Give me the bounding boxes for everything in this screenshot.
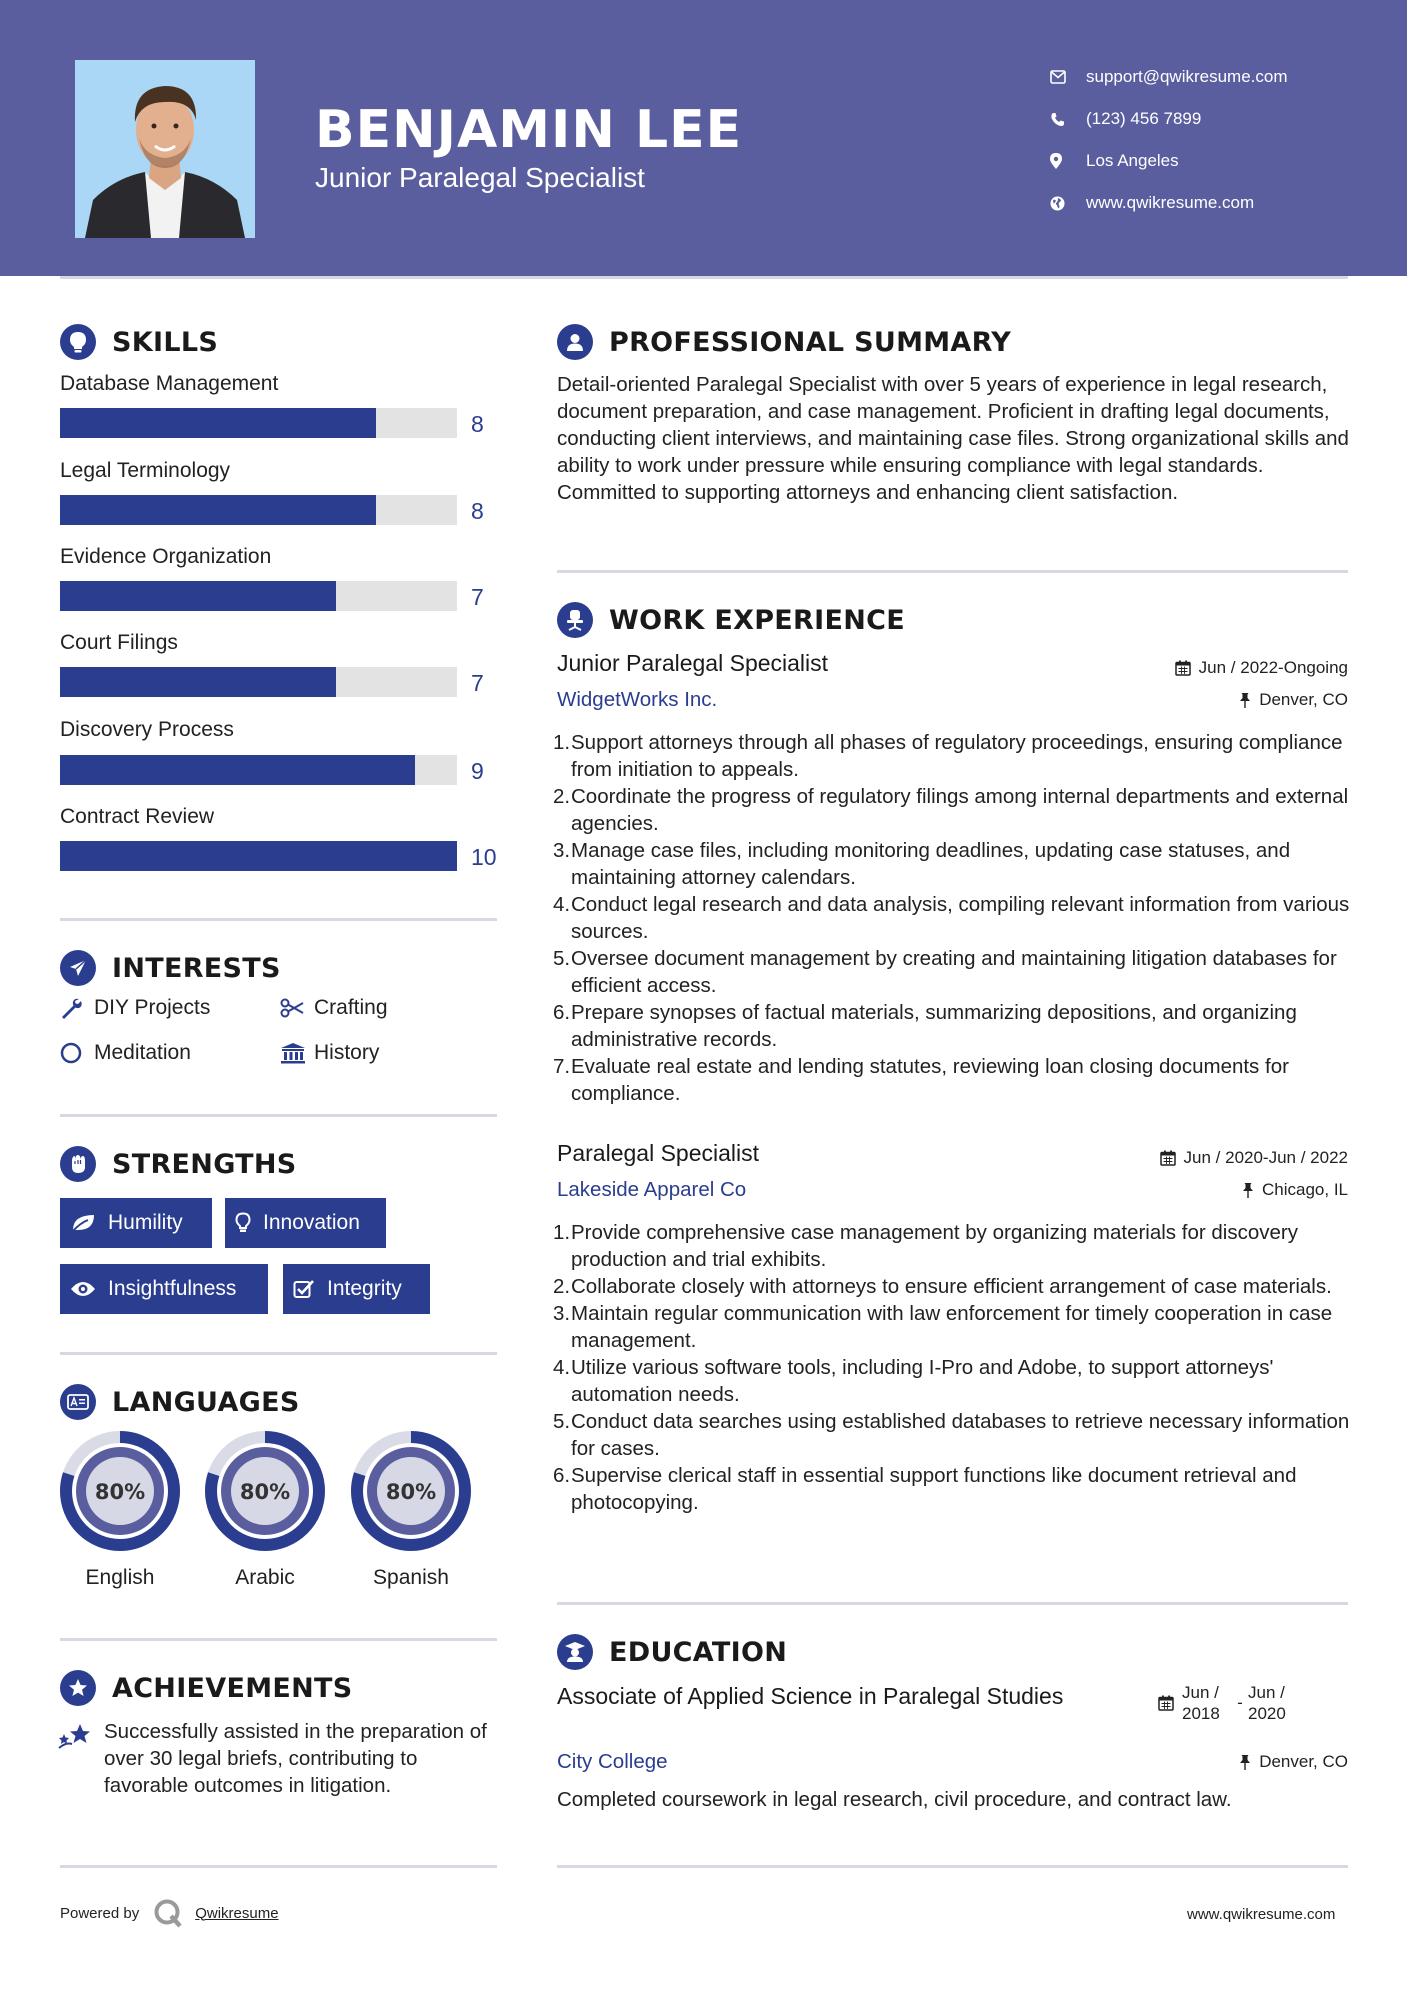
user-icon: [557, 324, 593, 360]
paper-plane-icon: [60, 950, 96, 986]
skill-value: 8: [471, 411, 484, 437]
company-name: Lakeside Apparel Co: [557, 1178, 747, 1201]
skill-bar-fill: [60, 495, 376, 525]
achievements-heading: ACHIEVEMENTS: [60, 1670, 353, 1706]
pushpin-icon: [1242, 1182, 1254, 1198]
experience-heading: WORK EXPERIENCE: [557, 602, 905, 638]
footer-powered-by: Powered by Qwikresume: [60, 1898, 279, 1928]
leaf-icon: [70, 1213, 96, 1233]
section-divider: [557, 1602, 1348, 1605]
list-item: 3. Maintain regular communication with law enforcement for timely cooperation in case management.: [553, 1302, 1333, 1352]
checkbox-icon: [293, 1279, 315, 1299]
calendar-icon: [1158, 1695, 1174, 1711]
interests-heading: INTERESTS: [60, 950, 281, 986]
graduate-icon: [557, 1634, 593, 1670]
skill-value: 8: [471, 498, 484, 524]
skill-value: 10: [471, 844, 497, 870]
calendar-icon: [1160, 1150, 1176, 1166]
achievement-text: Successfully assisted in the preparation of over 30 legal briefs, contributing to favorable outcomes in litigation.: [104, 1720, 487, 1797]
skill-name: Database Management: [60, 372, 279, 395]
skill-value: 7: [471, 670, 484, 696]
contact-location: Los Angeles: [1050, 140, 1288, 182]
lightbulb-icon: [60, 324, 96, 360]
list-item: 6. Prepare synopses of factual materials, summarizing depositions, and organizing administrative records.: [553, 1001, 1297, 1051]
language-name: Arabic: [235, 1566, 295, 1589]
calendar-icon: [1175, 660, 1191, 676]
skills-heading: SKILLS: [60, 324, 218, 360]
star-badge-icon: [60, 1670, 96, 1706]
qwikresume-logo-icon: [153, 1898, 183, 1928]
language-name: English: [85, 1566, 155, 1589]
section-divider: [60, 918, 497, 921]
globe-icon: [1050, 196, 1086, 211]
list-item: 3. Manage case files, including monitoring deadlines, updating case statuses, and maintaining attorney calendars.: [553, 839, 1291, 889]
interest-item: Meditation: [60, 1041, 191, 1065]
strength-badge: Insightfulness: [60, 1264, 268, 1314]
list-item: 4. Conduct legal research and data analysis, compiling relevant information from various sources.: [553, 893, 1350, 943]
job-dates: Jun / 2020-Jun / 2022: [1160, 1148, 1348, 1168]
list-item: 4. Utilize various software tools, including I-Pro and Adobe, to support attorneys' automation needs.: [553, 1356, 1274, 1406]
eye-icon: [70, 1280, 96, 1298]
wrench-icon: [60, 997, 94, 1019]
language-ring: [350, 1430, 472, 1557]
resume-header: [0, 0, 1407, 276]
company-name: WidgetWorks Inc.: [557, 688, 718, 711]
skill-name: Legal Terminology: [60, 459, 231, 482]
translate-icon: [60, 1384, 96, 1420]
summary-text: Detail-oriented Paralegal Specialist with over 5 years of experience in legal research, document preparation, and case management. Proficient in drafting legal documents, conducting client interviews, and maintaining case files. Strong organizational skills and ability to work under pressure while ensuring compliance with legal standards. Committed to supporting attorneys and enhancing client satisfaction.: [557, 373, 1349, 504]
skill-name: Court Filings: [60, 631, 178, 654]
section-divider: [60, 1865, 497, 1868]
skill-bar-fill: [60, 755, 415, 785]
list-item: 1. Support attorneys through all phases of regulatory proceedings, ensuring compliance from initiation to appeals.: [553, 731, 1343, 781]
skill-bar: [60, 408, 457, 438]
header-divider: [60, 276, 1348, 279]
list-item: 2. Coordinate the progress of regulatory filings among internal departments and external agencies.: [553, 785, 1349, 835]
office-chair-icon: [557, 602, 593, 638]
location-pin-icon: [1050, 153, 1086, 169]
lightbulb-icon: [235, 1212, 251, 1234]
section-divider: [60, 1114, 497, 1117]
list-item: 5. Oversee document management by creating and maintaining litigation databases for efficient access.: [553, 947, 1337, 997]
language-percent: 80%: [94, 1480, 146, 1504]
scissors-icon: [280, 998, 314, 1018]
skill-name: Discovery Process: [60, 718, 234, 741]
footer-url[interactable]: www.qwikresume.com: [1187, 1906, 1336, 1923]
skill-bar-fill: [60, 841, 457, 871]
skill-bar: [60, 755, 457, 785]
skill-bar: [60, 495, 457, 525]
section-divider: [557, 570, 1348, 573]
job-title: Paralegal Specialist: [557, 1140, 760, 1166]
envelope-icon: [1050, 70, 1086, 84]
strength-badge: Integrity: [283, 1264, 430, 1314]
circle-icon: [60, 1042, 94, 1064]
language-ring: [59, 1430, 181, 1557]
interest-item: History: [280, 1041, 379, 1065]
skill-name: Evidence Organization: [60, 545, 272, 568]
skill-bar-fill: [60, 408, 376, 438]
skill-bar-fill: [60, 581, 336, 611]
strength-badge: Humility: [60, 1198, 212, 1248]
list-item: 6. Supervise clerical staff in essential support functions like document retrieval and photocopying.: [553, 1464, 1297, 1514]
degree-title: Associate of Applied Science in Paralegal Studies: [557, 1683, 1064, 1709]
skill-bar-fill: [60, 667, 336, 697]
contact-website[interactable]: www.qwikresume.com: [1050, 182, 1288, 224]
skill-value: 7: [471, 584, 484, 610]
contact-phone[interactable]: (123) 456 7899: [1050, 98, 1288, 140]
list-item: 1. Provide comprehensive case management by organizing materials for discovery production and trial exhibits.: [553, 1221, 1298, 1271]
education-location: Denver, CO: [1239, 1752, 1348, 1772]
section-divider: [60, 1638, 497, 1641]
skill-bar: [60, 581, 457, 611]
job-dates: Jun / 2022-Ongoing: [1175, 658, 1348, 678]
interest-item: DIY Projects: [60, 996, 210, 1020]
candidate-title: Junior Paralegal Specialist: [315, 162, 645, 193]
list-item: 2. Collaborate closely with attorneys to ensure efficient arrangement of case materials.: [553, 1275, 1332, 1298]
pushpin-icon: [1239, 692, 1251, 708]
candidate-name: BENJAMIN LEE: [315, 100, 743, 160]
contact-list: [1050, 56, 1288, 224]
strength-badge: Innovation: [225, 1198, 386, 1248]
stars-icon: [58, 1720, 92, 1755]
pushpin-icon: [1239, 1754, 1251, 1770]
job-location: Denver, CO: [1239, 690, 1348, 710]
education-heading: EDUCATION: [557, 1634, 787, 1670]
skill-bar: [60, 841, 457, 871]
job-bullets: [553, 1219, 1357, 1516]
footer-brand-link[interactable]: Qwikresume: [195, 1904, 279, 1922]
contact-email[interactable]: support@qwikresume.com: [1050, 56, 1288, 98]
education-text: Completed coursework in legal research, civil procedure, and contract law.: [557, 1788, 1232, 1811]
languages-heading: LANGUAGES: [60, 1384, 300, 1420]
job-title: Junior Paralegal Specialist: [557, 650, 829, 676]
language-percent: 80%: [239, 1480, 291, 1504]
interest-item: Crafting: [280, 996, 388, 1020]
strengths-heading: STRENGTHS: [60, 1146, 297, 1182]
section-divider: [557, 1865, 1348, 1868]
job-location: Chicago, IL: [1242, 1180, 1348, 1200]
section-divider: [60, 1352, 497, 1355]
profile-photo: [75, 60, 255, 238]
skill-name: Contract Review: [60, 805, 215, 828]
list-item: 5. Conduct data searches using established databases to retrieve necessary information for cases.: [553, 1410, 1350, 1460]
language-percent: 80%: [385, 1480, 437, 1504]
language-name: Spanish: [373, 1566, 449, 1589]
education-dates: Jun / 2018 - Jun / 2020: [1158, 1682, 1298, 1724]
skill-bar: [60, 667, 457, 697]
skill-value: 9: [471, 758, 484, 784]
job-bullets: [553, 729, 1357, 1107]
fist-icon: [60, 1146, 96, 1182]
phone-icon: [1050, 112, 1086, 127]
language-ring: [204, 1430, 326, 1557]
school-name: City College: [557, 1750, 668, 1773]
list-item: 7. Evaluate real estate and lending statutes, reviewing loan closing documents for compliance.: [553, 1055, 1289, 1105]
summary-heading: PROFESSIONAL SUMMARY: [557, 324, 1011, 360]
museum-icon: [280, 1042, 314, 1064]
